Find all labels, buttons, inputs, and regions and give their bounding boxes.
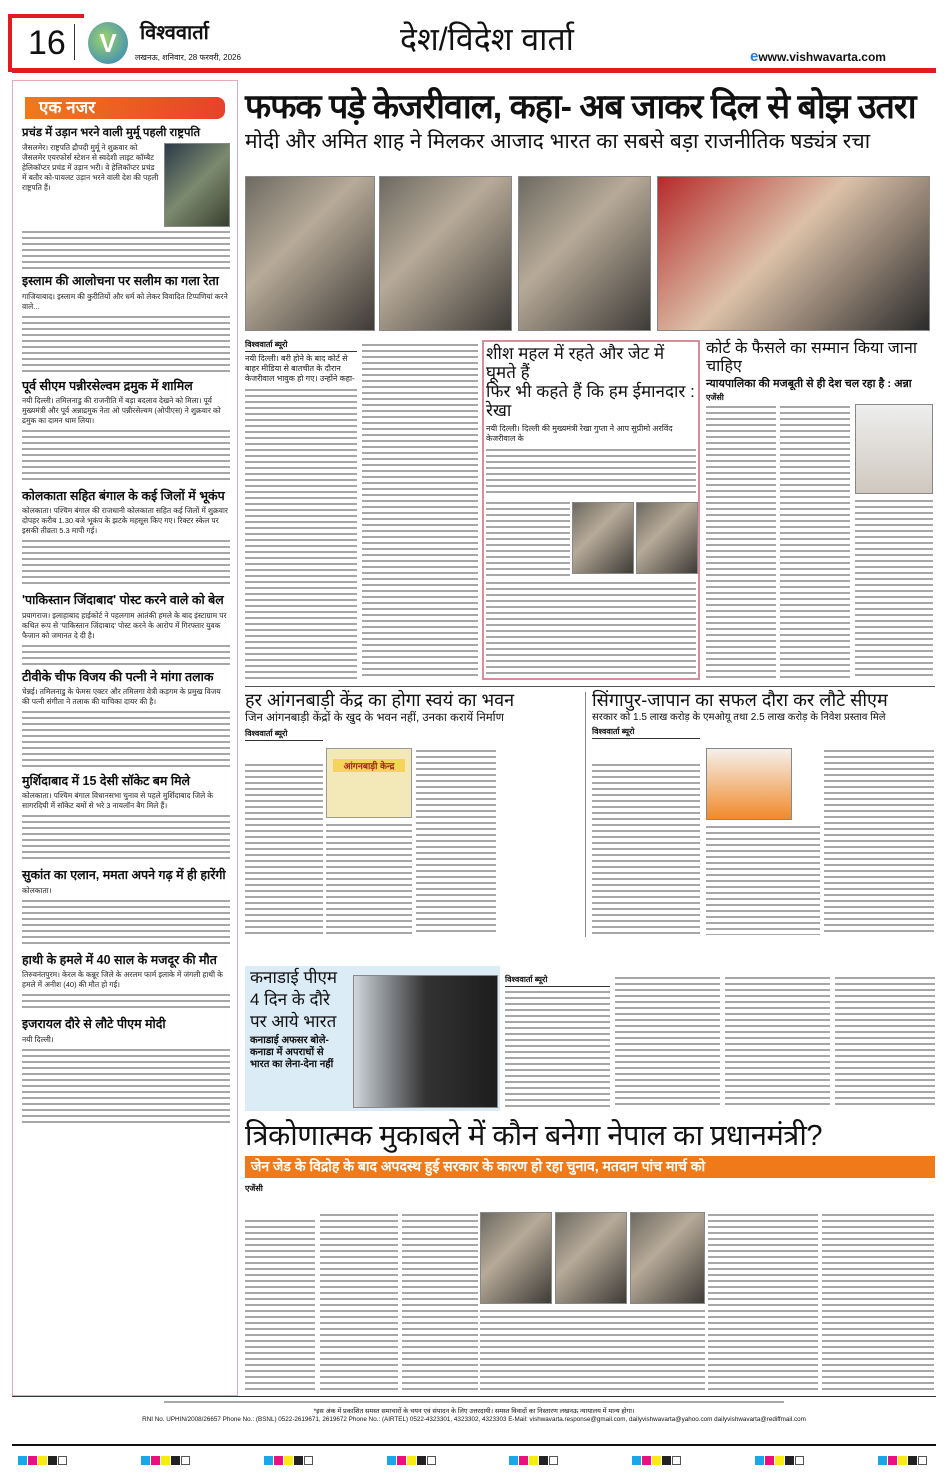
sidebar-story-headline: प्रचंड में उड़ान भरने वाली मुर्मू पहली राष्ट्रपति: [22, 127, 201, 139]
singapore-subhead: सरकार को 1.5 लाख करोड़ के एमओयू तथा 2.5 लाख करोड़ के निवेश प्रस्ताव मिले: [592, 712, 886, 724]
cmyk-swatch-group: [264, 1452, 314, 1470]
page-number: 16: [28, 24, 66, 62]
photo-kejriwal-2: [379, 176, 512, 331]
anganwadi-photo-caption: आंगनबाड़ी केन्द्र: [333, 759, 405, 772]
sidebar-story-lead: कोलकाता। पश्चिम बंगाल विधानसभा चुनाव से पहले मुर्शिदाबाद जिले के सागरदिघी में सॉकेट बमों से भरे 3 नायलॉन बैग मिले हैं।: [22, 791, 214, 811]
cmyk-swatch-group: [509, 1452, 559, 1470]
cmyk-swatch-group: [755, 1452, 805, 1470]
lead-byline: विश्ववार्ता ब्यूरो: [245, 340, 357, 352]
sidebar-story-lead: कोलकाता। पश्चिम बंगाल की राजधानी कोलकाता सहित कई जिलों में शुक्रवार दोपहर करीब 1.30 बजे भूकंप के झटके महसूस किए गए। रिक्टर स्केल पर इसकी तीव्रता 5.3 मापी गई।: [22, 506, 228, 536]
dateline: लखनऊ, शनिवार, 28 फरवरी, 2026: [135, 53, 241, 62]
sidebar-story-headline: इस्लाम की आलोचना पर सलीम का गला रेता: [22, 274, 219, 289]
photo-kejriwal-press: [657, 176, 930, 331]
sidebar-story-headline: मुर्शिदाबाद में 15 देसी सॉकेट बम मिले: [22, 774, 191, 789]
sidebar-story-lead: प्रयागराज। इलाहाबाद हाईकोर्ट ने पहलगाम आतंकी हमले के बाद इंस्टाग्राम पर कथित रूप से 'पाकिस्तान जिंदाबाद' पोस्ट करने के आरोप में गिरफ्तार युवक फैजान को जमानत दे दी है।: [22, 610, 227, 640]
section-title: देश/विदेश वार्ता: [400, 21, 574, 57]
photo-nepal-candidate-2: [555, 1212, 627, 1304]
rekha-headline-1: शीश महल में रहते और जेट में घूमते हैं: [486, 344, 665, 383]
cmyk-swatch-group: [878, 1452, 928, 1470]
nepal-byline: एजेंसी: [245, 1184, 263, 1194]
sidebar-story-lead: कोलकाता।: [22, 885, 52, 895]
cmyk-swatch-group: [632, 1452, 682, 1470]
sidebar-story-lead: नयी दिल्ली। तमिलनाडु की राजनीति में बड़ा बदलाव देखने को मिला। पूर्व मुख्यमंत्री और पूर्व अन्नाद्रमुक नेता ओ पन्नीरसेल्वम (ओपीएस) ने शुक्रवार को द्रमुक का दामन थाम लिया।: [22, 395, 221, 425]
nepal-subhead: जेन जेड के विद्रोह के बाद अपदस्थ हुई सरकार के कारण हो रहा चुनाव, मतदान पांच मार्च को: [245, 1156, 935, 1178]
singapore-byline: विश्ववार्ता ब्यूरो: [592, 727, 700, 739]
sidebar-story-lead: जैसलमेर। राष्ट्रपति द्रौपदी मुर्मू ने शुक्रवार को जैसलमेर एयरफोर्स स्टेशन से स्वदेशी लाइट कॉम्बैट हेलिकॉप्टर प्रचंड में उड़ान भरी। वे हेलिकॉप्टर प्रचंड में बतौर को-पायलट उड़ान भरने वाली देश की पहली राष्ट्रपति हैं।: [22, 143, 159, 193]
canada-subhead-line: कनाडाई अफसर बोले-: [250, 1035, 329, 1047]
sidebar-label: एक नजर: [25, 97, 225, 119]
website-link[interactable]: ewww.vishwavarta.com: [750, 48, 886, 65]
lead-headline: फफक पड़े केजरीवाल, कहा- अब जाकर दिल से बोझ उतरा: [245, 88, 916, 126]
lead-subhead: मोदी और अमित शाह ने मिलकर आजाद भारत का सबसे बड़ा राजनीतिक षड्यंत्र रचा: [245, 130, 871, 154]
photo-nepal-candidate-3: [630, 1212, 705, 1304]
anganwadi-subhead: जिन आंगनबाड़ी केंद्रों के खुद के भवन नहीं, उनका करायें निर्माण: [245, 712, 504, 725]
photo-rekha: [572, 502, 634, 574]
sidebar-story-headline: सुकांत का एलान, ममता अपने गढ़ में ही हारेंगी: [22, 868, 226, 883]
photo-nepal-candidate-1: [480, 1212, 552, 1304]
anganwadi-photo: [326, 748, 412, 818]
sidebar-story-lead: नयी दिल्ली।: [22, 1034, 54, 1044]
canada-subhead-line: कनाडा में अपराधों से: [250, 1047, 324, 1059]
cmyk-swatch-group: [18, 1452, 68, 1470]
nepal-headline: त्रिकोणात्मक मुकाबले में कौन बनेगा नेपाल का प्रधानमंत्री?: [245, 1120, 822, 1152]
paper-logo-icon: V: [88, 22, 128, 64]
sidebar-story-headline: हाथी के हमले में 40 साल के मजदूर की मौत: [22, 952, 217, 967]
court-subhead: न्यायपालिका की मजबूती से ही देश चल रहा है : अन्ना: [706, 377, 912, 390]
rekha-headline-2: फिर भी कहते हैं कि हम ईमानदार : रेखा: [486, 382, 695, 421]
photo-kejriwal-inset: [636, 502, 698, 574]
cmyk-swatch-group: [387, 1452, 437, 1470]
anganwadi-byline: विश्ववार्ता ब्यूरो: [245, 729, 323, 741]
footer-registration: RNI No. UPHIN/2008/26657 Phone No.: (BSNL) 0522-2619671, 2619672 Phone No.: (AIRTEL) 0522-4323301, 4323302, 4323303 E-Mail: vishwavarta.response@gmail.com, dailyvishwavarta@yahoo.com dailyvishwavarta@rediffmail.com: [142, 1416, 806, 1423]
sidebar-story-lead: चेन्नई। तमिलनाडु के फेमस एक्टर और तमिलगा वेत्री कड़गम के प्रमुख विजय की पत्नी संगीता ने तलाक की याचिका दायर की है।: [22, 687, 221, 707]
sidebar-story-headline: कोलकाता सहित बंगाल के कई जिलों में भूकंप: [22, 488, 225, 503]
sidebar-story-lead: तिरुवनंतपुरम। केरल के कन्नूर जिले के अरलम फार्म इलाके में जंगली हाथी के हमले में अनीश (40) की मौत हो गई।: [22, 970, 223, 990]
anganwadi-headline: हर आंगनबाड़ी केंद्र का होगा स्वयं का भवन: [245, 690, 515, 710]
canada-headline-line: 4 दिन के दौरे: [250, 990, 330, 1010]
sidebar-story-headline: इजरायल दौरे से लौटे पीएम मोदी: [22, 1017, 166, 1032]
sidebar-stories: [22, 122, 230, 1392]
browser-icon: e: [750, 48, 759, 65]
singapore-headline: सिंगापुर-जापान का सफल दौरा कर लौटे सीएम: [592, 690, 888, 710]
photo-yogi: [706, 748, 792, 820]
cmyk-swatch-group: [141, 1452, 191, 1470]
sidebar-story-headline: टीवीके चीफ विजय की पत्नी ने मांगा तलाक: [22, 669, 214, 684]
color-registration-marks: [18, 1452, 928, 1470]
court-headline: कोर्ट के फैसले का सम्मान किया जाना चाहिए: [706, 340, 917, 375]
rekha-body: नयी दिल्ली। दिल्ली की मुख्यमंत्री रेखा गुप्ता ने आप सुप्रीमो अरविंद केजरीवाल के: [486, 424, 673, 444]
paper-name: विश्ववार्ता: [140, 22, 209, 44]
lead-heading-group: [245, 88, 935, 154]
sidebar-story-headline: पूर्व सीएम पन्नीरसेल्वम द्रमुक में शामिल: [22, 378, 193, 393]
footer-disclaimer: *इस अंक में प्रकाशित समस्त समाचारों के चयन एवं संपादन के लिए उत्तरदायी। समस्त विवादों का निस्तारण लखनऊ न्यायालय में मान्य होगा।: [313, 1408, 635, 1415]
photo-canada-pm: [353, 975, 498, 1108]
photo-kejriwal-1: [245, 176, 375, 331]
canada-subhead-line: भारत का लेना-देना नहीं: [250, 1059, 334, 1071]
canada-byline: विश्ववार्ता ब्यूरो: [505, 975, 610, 987]
court-byline: एजेंसी: [706, 393, 724, 403]
canada-headline-line: कनाडाई पीएम: [250, 968, 338, 987]
photo-anna: [855, 404, 933, 494]
photo-president-cockpit: [164, 143, 230, 227]
canada-headline-line: पर आये भारत: [250, 1012, 337, 1032]
photo-kejriwal-3: [518, 176, 651, 331]
lead-body: नयी दिल्ली। बरी होने के बाद कोर्ट से बाहर मीडिया से बातचीत के दौरान केजरीवाल भावुक हो गए। उन्होंने कहा-: [245, 354, 355, 383]
sidebar-story-lead: गाजियाबाद। इस्लाम की कुरीतियों और धर्म को लेकर विवादित टिप्पणियां करने वाले...: [22, 291, 228, 311]
sidebar-story-headline: 'पाकिस्तान जिंदाबाद' पोस्ट करने वाले को बेल: [22, 593, 224, 608]
